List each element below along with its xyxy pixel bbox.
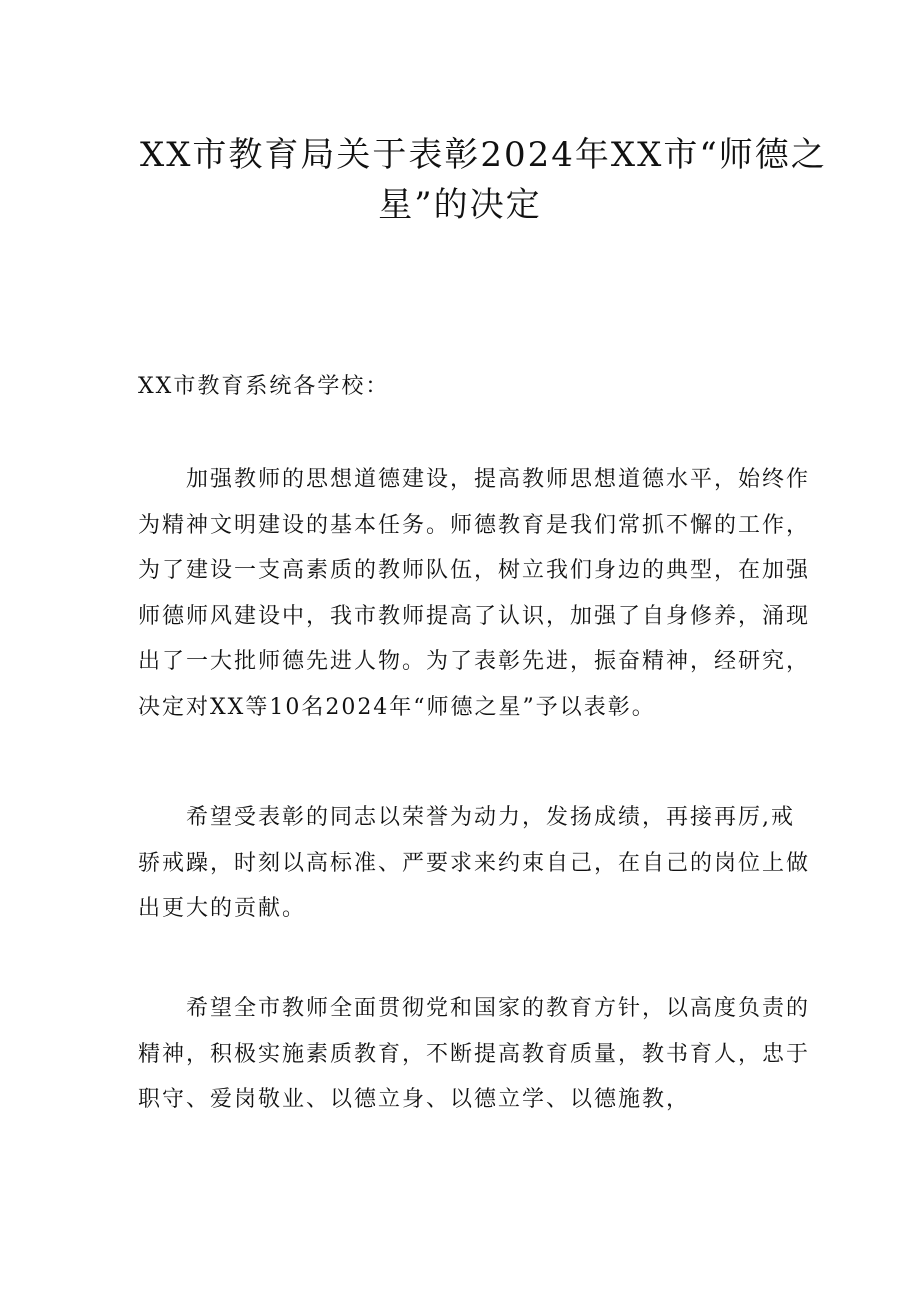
paragraph-line: 职守、爱岗敬业、以德立身、以德立学、以德施教， [138, 1087, 691, 1112]
paragraph-line: 出更大的贡献。 [138, 896, 307, 921]
paragraph-line: 出了一大批师德先进人物。为了表彰先进，振奋精神，经研究， [138, 649, 811, 674]
paragraph-line: 为了建设一支高素质的教师队伍，树立我们身边的典型，在加强 [138, 558, 811, 583]
paragraph-line: 骄戒躁，时刻以高标准、严要求来约束自己，在自己的岗位上做 [138, 850, 811, 876]
paragraph-line: 决定对XX等10名2024年“师德之星”予以表彰。 [138, 694, 656, 720]
paragraph-line: 希望受表彰的同志以荣誉为动力，发扬成绩，再接再厉,戒 [186, 805, 795, 830]
paragraph-hope-honorees [138, 795, 811, 932]
document-title [140, 130, 827, 230]
title-line-1: XX市教育局关于表彰2024年XX市“师德之 [140, 135, 827, 175]
title-line-2: 星”的决定 [378, 185, 542, 225]
paragraph-line: 为精神文明建设的基本任务。师德教育是我们常抓不懈的工作， [138, 512, 811, 538]
salutation: XX市教育系统各学校： [138, 374, 390, 399]
paragraph-hope-teachers [138, 986, 811, 1123]
paragraph-line: 师德师风建设中，我市教师提高了认识，加强了自身修养，涌现 [138, 603, 811, 629]
paragraph-commendation [138, 457, 811, 730]
paragraph-line: 加强教师的思想道德建设，提高教师思想道德水平，始终作 [186, 467, 811, 492]
paragraph-line: 精神，积极实施素质教育，不断提高教育质量，教书育人，忠于 [138, 1041, 811, 1067]
paragraph-line: 希望全市教师全面贯彻党和国家的教育方针，以高度负责的 [186, 996, 811, 1021]
